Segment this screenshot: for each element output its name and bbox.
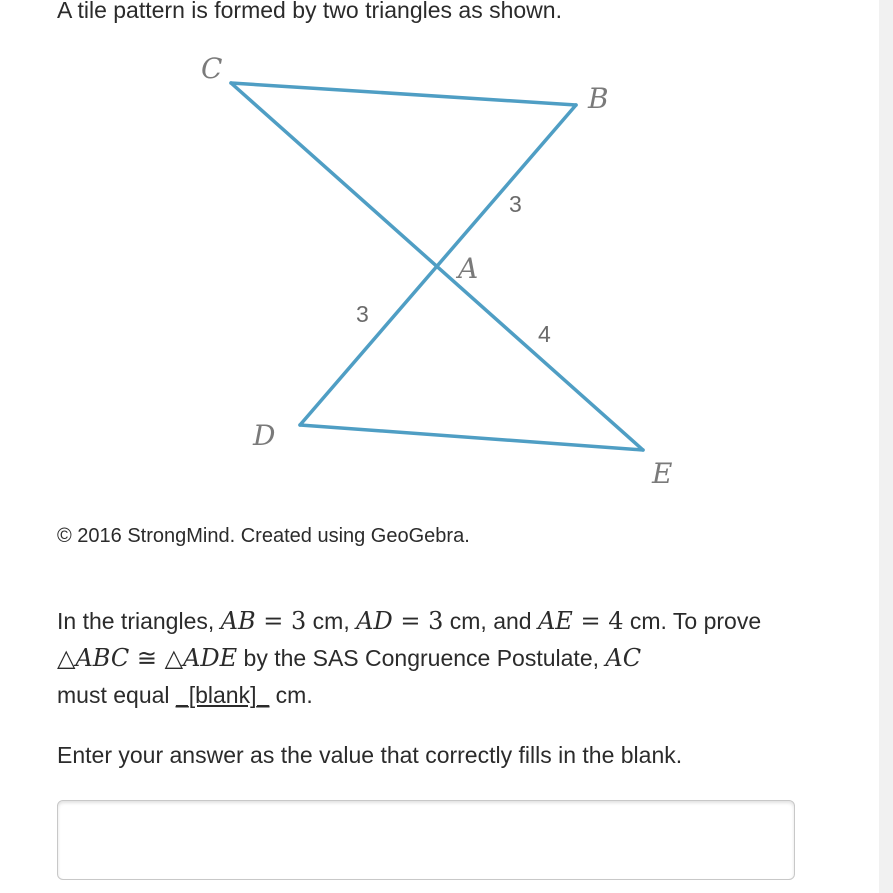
intro-text: A tile pattern is formed by two triangles as shown. bbox=[57, 0, 562, 23]
question-text-part: cm. bbox=[269, 682, 313, 708]
instruction-text: Enter your answer as the value that correctly fills in the blank. bbox=[57, 742, 683, 768]
point-label-a: A bbox=[458, 252, 479, 285]
question-text bbox=[57, 603, 807, 714]
question-text-part: In the triangles, bbox=[57, 608, 221, 634]
blank-marker: _[blank]_ bbox=[175, 682, 270, 708]
math-ab: AB bbox=[220, 607, 256, 635]
math-value-ad: 3 bbox=[428, 607, 444, 635]
point-label-b: B bbox=[588, 82, 609, 115]
math-equals: = bbox=[572, 607, 609, 635]
question-text-part: by the SAS Congruence Postulate, bbox=[237, 645, 606, 671]
question-text-part: cm, bbox=[306, 608, 357, 634]
point-label-c: C bbox=[201, 52, 223, 85]
math-equals: = bbox=[392, 607, 429, 635]
segment-de bbox=[300, 425, 643, 450]
math-ae: AE bbox=[537, 607, 573, 635]
math-congruent: ≅ bbox=[129, 644, 165, 672]
length-label-ad: 3 bbox=[356, 301, 369, 327]
math-equals: = bbox=[255, 607, 291, 635]
length-label-ae: 4 bbox=[538, 321, 551, 347]
segment-bd bbox=[300, 105, 576, 425]
length-label-ab: 3 bbox=[509, 191, 522, 217]
math-triangle-abc: △ABC bbox=[57, 644, 130, 672]
math-triangle-ade: △ADE bbox=[164, 644, 238, 672]
question-text-part: must equal bbox=[57, 682, 176, 708]
point-label-d: D bbox=[253, 419, 276, 452]
point-label-e: E bbox=[652, 457, 673, 490]
math-ac: AC bbox=[605, 644, 642, 672]
math-value-ae: 4 bbox=[608, 607, 624, 635]
math-ad: AD bbox=[356, 607, 393, 635]
scrollbar-track[interactable] bbox=[879, 0, 893, 893]
question-text-part: cm, and bbox=[443, 608, 538, 634]
math-value-ab: 3 bbox=[291, 607, 307, 635]
answer-input[interactable] bbox=[57, 800, 795, 880]
copyright-caption: © 2016 StrongMind. Created using GeoGebra. bbox=[57, 525, 470, 547]
question-text-part: cm. To prove bbox=[623, 608, 762, 634]
segment-cb bbox=[231, 83, 576, 105]
